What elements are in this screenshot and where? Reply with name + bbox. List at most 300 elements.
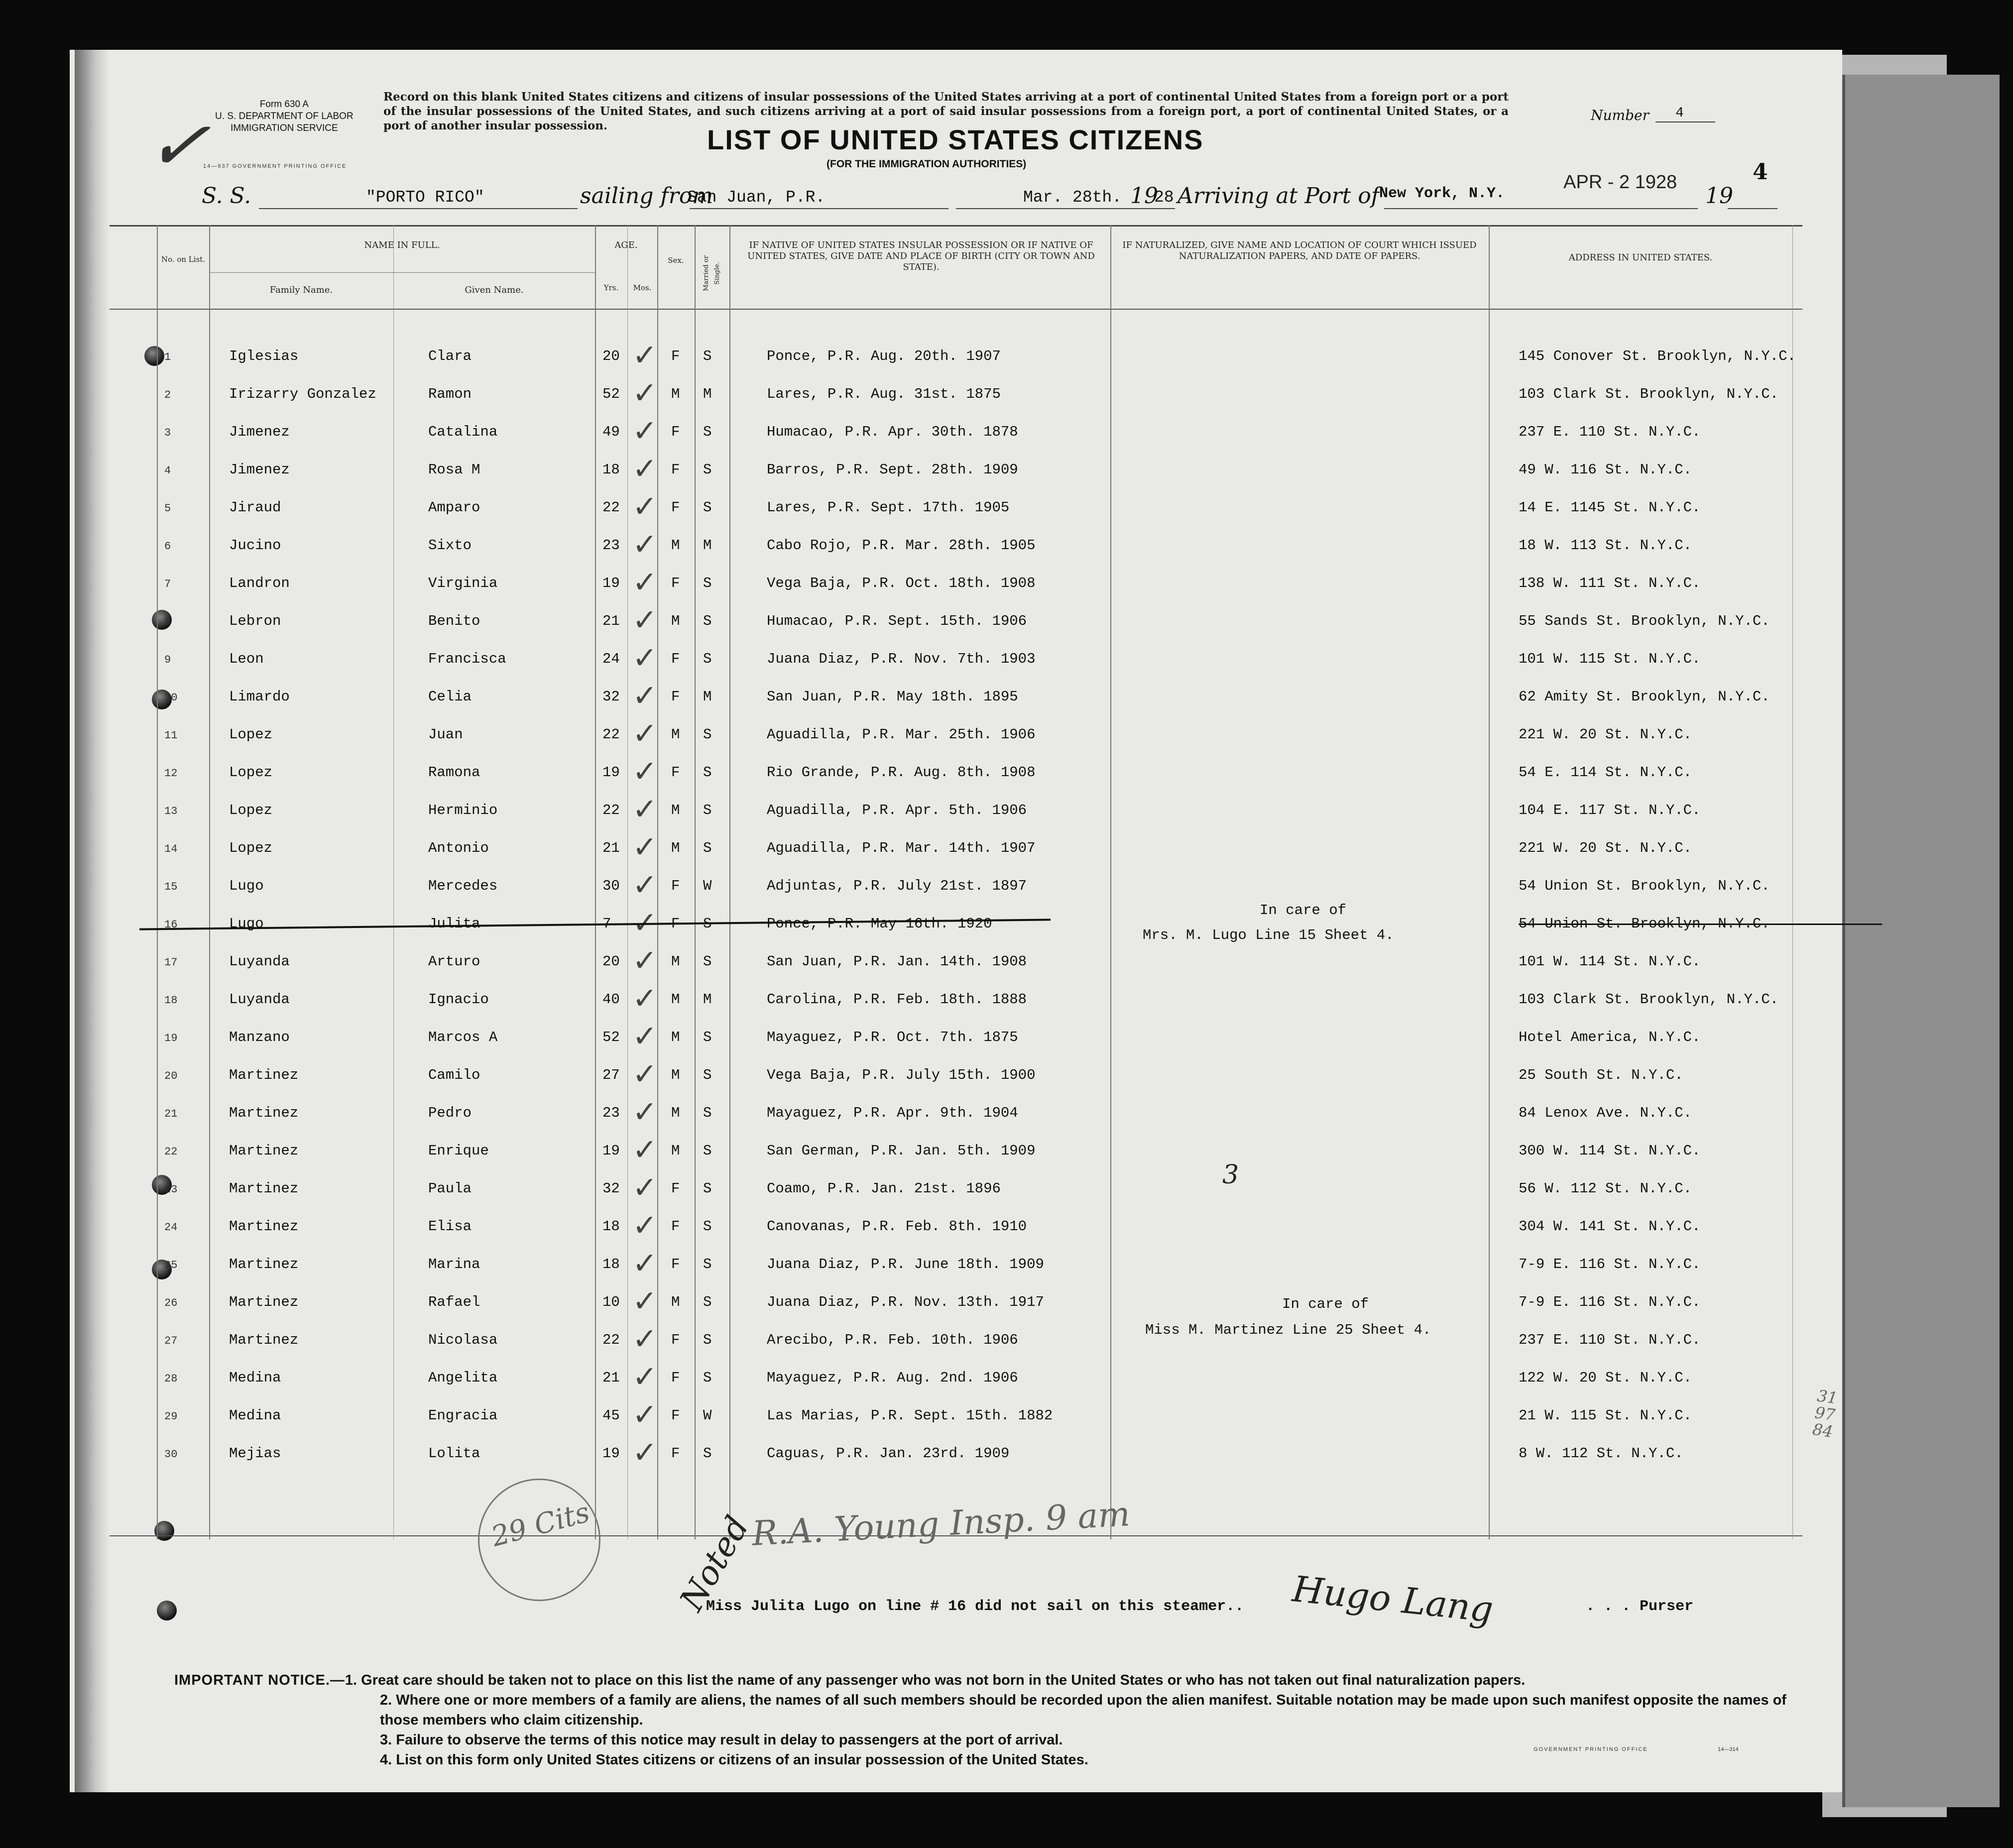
table-row	[110, 1169, 1802, 1207]
form-id-block	[215, 99, 354, 134]
age-years: 19	[602, 1445, 620, 1462]
given-name: Enrique	[428, 1143, 489, 1159]
sex: F	[671, 651, 680, 667]
given-name: Pedro	[428, 1105, 472, 1121]
marital-status: S	[703, 499, 712, 516]
ship-name: "PORTO RICO"	[366, 188, 484, 207]
given-name: Arturo	[428, 953, 480, 970]
us-address: 54 Union St. Brooklyn, N.Y.C.	[1519, 916, 1770, 932]
check-tick: ✓	[632, 376, 658, 411]
table-row	[110, 678, 1802, 715]
notice-text-1: 1. Great care should be taken not to place on this list the name of any passenger who was not born in the United States or who has not taken out final naturalization papers.	[345, 1672, 1526, 1688]
family-name: Martinez	[229, 1143, 299, 1159]
age-years: 23	[602, 1105, 620, 1121]
check-tick: ✓	[632, 414, 658, 449]
table-row	[110, 1094, 1802, 1132]
marital-status: S	[703, 1029, 712, 1045]
check-tick: ✓	[632, 943, 658, 978]
us-address: 103 Clark St. Brooklyn, N.Y.C.	[1519, 386, 1779, 402]
age-years: 52	[602, 1029, 620, 1045]
birth-info: Caguas, P.R. Jan. 23rd. 1909	[767, 1445, 1010, 1462]
family-name: Irizarry Gonzalez	[229, 386, 376, 402]
list-number: 3	[164, 427, 171, 439]
age-years: 22	[602, 499, 620, 516]
purser-signature: Hugo Lang	[1290, 1568, 1495, 1630]
name-subheader-rule	[209, 272, 595, 273]
table-row	[110, 451, 1802, 488]
table-row	[110, 526, 1802, 564]
us-address: 101 W. 114 St. N.Y.C.	[1519, 953, 1701, 970]
list-number: 17	[164, 956, 178, 969]
sex: F	[671, 1180, 680, 1197]
marital-status: S	[703, 462, 712, 478]
family-name: Lopez	[229, 840, 273, 856]
sailing-label: sailing from	[580, 183, 713, 209]
given-name: Ramon	[428, 386, 472, 402]
us-address: 300 W. 114 St. N.Y.C.	[1519, 1143, 1701, 1159]
header-yrs: Yrs.	[603, 283, 619, 292]
table-row	[110, 375, 1802, 413]
given-name: Catalina	[428, 424, 498, 440]
us-address: 304 W. 141 St. N.Y.C.	[1519, 1218, 1701, 1235]
check-tick: ✓	[632, 906, 658, 940]
check-tick: ✓	[632, 1360, 658, 1394]
us-address: 237 E. 110 St. N.Y.C.	[1519, 424, 1701, 440]
header-no-on-list: No. on List.	[161, 255, 206, 264]
marital-status: S	[703, 916, 712, 932]
table-row	[110, 413, 1802, 451]
service-name: IMMIGRATION SERVICE	[230, 123, 338, 133]
us-address: 54 Union St. Brooklyn, N.Y.C.	[1519, 878, 1770, 894]
given-name: Celia	[428, 689, 472, 705]
birth-info: Juana Diaz, P.R. Nov. 7th. 1903	[767, 651, 1036, 667]
marital-status: M	[703, 689, 712, 705]
us-address: 104 E. 117 St. N.Y.C.	[1519, 802, 1701, 818]
table-row	[110, 829, 1802, 867]
table-row	[110, 1434, 1802, 1472]
birth-info: Carolina, P.R. Feb. 18th. 1888	[767, 991, 1027, 1008]
check-tick: ✓	[632, 1397, 658, 1432]
year-prefix: 19	[1130, 183, 1158, 209]
sex: M	[671, 386, 680, 402]
age-years: 21	[602, 1370, 620, 1386]
from-underline	[690, 208, 948, 209]
table-row	[110, 715, 1802, 753]
given-name: Virginia	[428, 575, 498, 591]
us-address: 145 Conover St. Brooklyn, N.Y.C.	[1519, 348, 1796, 364]
list-number: 8	[164, 616, 171, 628]
margin-numbers: 31 97 84	[1811, 1386, 1839, 1441]
check-tick: ✓	[632, 1284, 658, 1319]
age-years: 21	[602, 613, 620, 629]
list-number: 16	[164, 919, 178, 931]
sex: F	[671, 689, 680, 705]
table-row	[110, 905, 1802, 942]
us-address: 221 W. 20 St. N.Y.C.	[1519, 840, 1692, 856]
family-name: Landron	[229, 575, 290, 591]
table-row	[110, 753, 1802, 791]
check-tick: ✓	[632, 1170, 658, 1205]
given-name: Elisa	[428, 1218, 472, 1235]
birth-info: Lares, P.R. Sept. 17th. 1905	[767, 499, 1010, 516]
marital-status: S	[703, 424, 712, 440]
given-name: Engracia	[428, 1407, 498, 1424]
sex: M	[671, 840, 680, 856]
age-years: 30	[602, 878, 620, 894]
care-note-2-line-1: In care of	[1282, 1296, 1369, 1312]
back-sheet-edge	[1842, 75, 2000, 1807]
birth-info: Humacao, P.R. Apr. 30th. 1878	[767, 424, 1018, 440]
list-number: 7	[164, 578, 171, 590]
arriving-label: Arriving at Port of	[1178, 183, 1380, 209]
inspector-signature: R.A. Young Insp. 9 am	[751, 1495, 1131, 1554]
table-row	[110, 337, 1802, 375]
marital-status: S	[703, 726, 712, 743]
header-age: AGE.	[614, 240, 638, 250]
check-tick: ✓	[632, 716, 658, 751]
sex: M	[671, 802, 680, 818]
header-address: ADDRESS IN UNITED STATES.	[1568, 252, 1713, 263]
family-name: Mejias	[229, 1445, 281, 1462]
check-tick: ✓	[632, 452, 658, 486]
table-row	[110, 1283, 1802, 1321]
sex: M	[671, 1067, 680, 1083]
list-number: 12	[164, 767, 178, 780]
gpo-footer: GOVERNMENT PRINTING OFFICE	[1534, 1746, 1648, 1752]
table-row	[110, 1018, 1802, 1056]
birth-info: Mayaguez, P.R. Oct. 7th. 1875	[767, 1029, 1018, 1045]
list-number: 27	[164, 1335, 178, 1347]
given-name: Francisca	[428, 651, 506, 667]
sex: F	[671, 499, 680, 516]
marital-status: S	[703, 1143, 712, 1159]
family-name: Jucino	[229, 537, 281, 554]
sex: F	[671, 1256, 680, 1272]
given-name: Ignacio	[428, 991, 489, 1008]
header-name-in-full: NAME IN FULL.	[364, 240, 440, 250]
given-name: Lolita	[428, 1445, 480, 1462]
department-name: U. S. DEPARTMENT OF LABOR	[215, 111, 354, 121]
age-years: 20	[602, 953, 620, 970]
age-years: 40	[602, 991, 620, 1008]
birth-info: Rio Grande, P.R. Aug. 8th. 1908	[767, 764, 1036, 781]
table-row	[110, 1396, 1802, 1434]
us-address: 101 W. 115 St. N.Y.C.	[1519, 651, 1701, 667]
sex: F	[671, 1370, 680, 1386]
family-name: Iglesias	[229, 348, 299, 364]
strikethrough-address	[1519, 924, 1882, 925]
family-name: Luyanda	[229, 953, 290, 970]
check-tick: ✓	[632, 565, 658, 600]
notice-item-1	[174, 1670, 1797, 1690]
sex: M	[671, 613, 680, 629]
list-number: 14	[164, 843, 178, 855]
age-years: 23	[602, 537, 620, 554]
check-tick: ✓	[632, 830, 658, 865]
age-years: 45	[602, 1407, 620, 1424]
birth-info: Adjuntas, P.R. July 21st. 1897	[767, 878, 1027, 894]
purser-label: . . . Purser	[1586, 1598, 1694, 1615]
list-number: 28	[164, 1373, 178, 1385]
birth-info: Mayaguez, P.R. Aug. 2nd. 1906	[767, 1370, 1018, 1386]
gpo-small-print: 14—937 GOVERNMENT PRINTING OFFICE	[203, 163, 347, 169]
birth-info: San Juan, P.R. May 18th. 1895	[767, 689, 1018, 705]
sailing-year: 28	[1154, 188, 1174, 207]
sex: M	[671, 1294, 680, 1310]
list-number: 2	[164, 389, 171, 401]
age-years: 20	[602, 348, 620, 364]
ship-underline	[259, 208, 578, 209]
marital-status: S	[703, 1067, 712, 1083]
marital-status: W	[703, 878, 712, 894]
sex: F	[671, 462, 680, 478]
us-address: 7-9 E. 116 St. N.Y.C.	[1519, 1256, 1701, 1272]
age-years: 18	[602, 462, 620, 478]
table-row	[110, 867, 1802, 905]
us-address: 18 W. 113 St. N.Y.C.	[1519, 537, 1692, 554]
us-address: 237 E. 110 St. N.Y.C.	[1519, 1332, 1701, 1348]
family-name: Jimenez	[229, 462, 290, 478]
birth-info: San Juan, P.R. Jan. 14th. 1908	[767, 953, 1027, 970]
age-years: 19	[602, 1143, 620, 1159]
noted-signature: Noted	[672, 1509, 757, 1617]
sex: F	[671, 1445, 680, 1462]
us-address: 14 E. 1145 St. N.Y.C.	[1519, 499, 1701, 516]
marital-status: S	[703, 1180, 712, 1197]
list-number: 19	[164, 1032, 178, 1044]
arrival-port: New York, N.Y.	[1379, 185, 1505, 202]
age-years: 49	[602, 424, 620, 440]
intro-text: Record on this blank United States citizens and citizens of insular possessions of the United States arriving at a port of continental United States from a foreign port or a port of the insular possessions of the United States, and such citizens arriving at a port of said insular possessions from a foreign port, a port of continental United States, or a port of another insular possession.	[383, 90, 1509, 132]
handwritten-3: 3	[1222, 1160, 1239, 1190]
given-name: Paula	[428, 1180, 472, 1197]
given-name: Amparo	[428, 499, 480, 516]
table-row	[110, 791, 1802, 829]
family-name: Luyanda	[229, 991, 290, 1008]
us-address: 49 W. 116 St. N.Y.C.	[1519, 462, 1692, 478]
family-name: Martinez	[229, 1105, 299, 1121]
family-name: Manzano	[229, 1029, 290, 1045]
sex: M	[671, 1029, 680, 1045]
sex: F	[671, 1218, 680, 1235]
marital-status: S	[703, 1105, 712, 1121]
check-tick: ✓	[632, 1435, 658, 1470]
family-name: Martinez	[229, 1180, 299, 1197]
table-top-rule	[110, 225, 1802, 227]
family-name: Martinez	[229, 1256, 299, 1272]
family-name: Medina	[229, 1407, 281, 1424]
sex: F	[671, 575, 680, 591]
care-note-1-line-1: In care of	[1260, 902, 1347, 919]
birth-info: Vega Baja, P.R. July 15th. 1900	[767, 1067, 1036, 1083]
family-name: Lopez	[229, 802, 273, 818]
us-address: 221 W. 20 St. N.Y.C.	[1519, 726, 1692, 743]
header-given-name: Given Name.	[465, 285, 524, 295]
list-number: 18	[164, 994, 178, 1007]
sex: F	[671, 1332, 680, 1348]
marital-status: S	[703, 953, 712, 970]
age-years: 18	[602, 1218, 620, 1235]
marital-status: S	[703, 802, 712, 818]
family-name: Lebron	[229, 613, 281, 629]
list-number: 25	[164, 1259, 178, 1271]
table-row	[110, 488, 1802, 526]
marital-status: S	[703, 1332, 712, 1348]
family-name: Jimenez	[229, 424, 290, 440]
age-years: 19	[602, 764, 620, 781]
us-address: 62 Amity St. Brooklyn, N.Y.C.	[1519, 689, 1770, 705]
marital-status: S	[703, 1294, 712, 1310]
given-name: Sixto	[428, 537, 472, 554]
us-address: 25 South St. N.Y.C.	[1519, 1067, 1683, 1083]
notice-text-3: 3. Failure to observe the terms of this notice may result in delay to passengers at the port of arrival.	[380, 1732, 1063, 1748]
check-tick: ✓	[632, 754, 658, 789]
marital-status: S	[703, 575, 712, 591]
year-underline	[1728, 208, 1777, 209]
from-port: San Juan, P.R.	[687, 188, 826, 207]
check-tick: ✓	[632, 338, 658, 373]
age-years: 32	[602, 689, 620, 705]
sailing-date: Mar. 28th.	[1023, 188, 1122, 207]
family-name: Lopez	[229, 726, 273, 743]
us-address: Hotel America, N.Y.C.	[1519, 1029, 1701, 1045]
birth-info: Aguadilla, P.R. Mar. 25th. 1906	[767, 726, 1036, 743]
list-number: 1	[164, 351, 171, 363]
family-name: Lopez	[229, 764, 273, 781]
given-name: Benito	[428, 613, 480, 629]
sex: M	[671, 1143, 680, 1159]
header-naturalized: IF NATURALIZED, GIVE NAME AND LOCATION OF COURT WHICH ISSUED NATURALIZATION PAPERS, AND DATE OF PAPERS.	[1122, 240, 1477, 261]
arrival-date-stamp: APR - 2 1928	[1563, 172, 1677, 193]
family-name: Martinez	[229, 1332, 299, 1348]
table-row	[110, 564, 1802, 602]
notice-text-4: 4. List on this form only United States citizens or citizens of an insular possession of the United States.	[380, 1752, 1088, 1768]
marital-status: M	[703, 386, 712, 402]
list-number: 24	[164, 1221, 178, 1234]
marital-status: M	[703, 537, 712, 554]
list-number: 9	[164, 654, 171, 666]
check-tick: ✓	[632, 1019, 658, 1054]
important-notice	[174, 1670, 1797, 1770]
page-subtitle: (FOR THE IMMIGRATION AUTHORITIES)	[827, 158, 1027, 170]
birth-info: Cabo Rojo, P.R. Mar. 28th. 1905	[767, 537, 1036, 554]
number-value: 4	[1675, 106, 1684, 121]
notice-item-2	[174, 1690, 1797, 1730]
age-years: 24	[602, 651, 620, 667]
list-number: 4	[164, 464, 171, 477]
given-name: Ramona	[428, 764, 480, 781]
list-number: 6	[164, 540, 171, 553]
birth-info: Arecibo, P.R. Feb. 10th. 1906	[767, 1332, 1018, 1348]
arrival-underline	[1384, 208, 1698, 209]
page-title: LIST OF UNITED STATES CITIZENS	[707, 124, 1204, 155]
given-name: Julita	[428, 916, 480, 932]
age-years: 18	[602, 1256, 620, 1272]
list-number: 13	[164, 805, 178, 817]
check-tick: ✓	[632, 1208, 658, 1243]
header-family-name: Family Name.	[269, 285, 333, 295]
list-number: 5	[164, 502, 171, 515]
marital-status: S	[703, 348, 712, 364]
sex: F	[671, 764, 680, 781]
marital-status: S	[703, 1218, 712, 1235]
sex: F	[671, 916, 680, 932]
birth-info: Coamo, P.R. Jan. 21st. 1896	[767, 1180, 1001, 1197]
marital-status: M	[703, 991, 712, 1008]
check-tick: ✓	[632, 641, 658, 676]
check-tick: ✓	[632, 792, 658, 827]
family-name: Medina	[229, 1370, 281, 1386]
us-address: 54 E. 114 St. N.Y.C.	[1519, 764, 1692, 781]
us-address: 103 Clark St. Brooklyn, N.Y.C.	[1519, 991, 1779, 1008]
age-years: 52	[602, 386, 620, 402]
care-note-2-line-2: Miss M. Martinez Line 25 Sheet 4.	[1145, 1322, 1431, 1338]
table-row	[110, 602, 1802, 640]
age-years: 22	[602, 1332, 620, 1348]
check-mark: ✓	[142, 99, 214, 192]
us-address: 7-9 E. 116 St. N.Y.C.	[1519, 1294, 1701, 1310]
table-row	[110, 640, 1802, 678]
form-number: Form 630 A	[259, 99, 309, 110]
birth-info: Canovanas, P.R. Feb. 8th. 1910	[767, 1218, 1027, 1235]
age-years: 27	[602, 1067, 620, 1083]
list-number: 26	[164, 1297, 178, 1309]
age-years: 21	[602, 840, 620, 856]
check-tick: ✓	[632, 527, 658, 562]
header-mos: Mos.	[633, 283, 652, 292]
family-name: Limardo	[229, 689, 290, 705]
notice-lead: IMPORTANT NOTICE.—	[174, 1672, 345, 1688]
birth-info: San German, P.R. Jan. 5th. 1909	[767, 1143, 1036, 1159]
birth-info: Vega Baja, P.R. Oct. 18th. 1908	[767, 575, 1036, 591]
birth-info: Lares, P.R. Aug. 31st. 1875	[767, 386, 1001, 402]
header-birth: IF NATIVE OF UNITED STATES INSULAR POSSESSION OR IF NATIVE OF UNITED STATES, GIVE DATE AND PLACE OF BIRTH (CITY OR TOWN AND STATE).	[747, 240, 1095, 272]
sex: M	[671, 953, 680, 970]
us-address: 84 Lenox Ave. N.Y.C.	[1519, 1105, 1692, 1121]
us-address: 122 W. 20 St. N.Y.C.	[1519, 1370, 1692, 1386]
binding-spine	[75, 50, 110, 1792]
marital-status: W	[703, 1407, 712, 1424]
list-number: 22	[164, 1146, 178, 1158]
given-name: Herminio	[428, 802, 498, 818]
marital-status: S	[703, 651, 712, 667]
birth-info: Aguadilla, P.R. Mar. 14th. 1907	[767, 840, 1036, 856]
list-number: 11	[164, 729, 178, 742]
check-tick: ✓	[632, 868, 658, 903]
age-years: 10	[602, 1294, 620, 1310]
birth-info: Aguadilla, P.R. Apr. 5th. 1906	[767, 802, 1027, 818]
sex: F	[671, 1407, 680, 1424]
sex: F	[671, 348, 680, 364]
marital-status: S	[703, 613, 712, 629]
birth-info: Juana Diaz, P.R. June 18th. 1909	[767, 1256, 1044, 1272]
family-name: Leon	[229, 651, 264, 667]
us-address: 56 W. 112 St. N.Y.C.	[1519, 1180, 1692, 1197]
purser-statement: Miss Julita Lugo on line # 16 did not sail on this steamer..	[706, 1598, 1244, 1615]
given-name: Juan	[428, 726, 463, 743]
check-tick: ✓	[632, 981, 658, 1016]
given-name: Mercedes	[428, 878, 498, 894]
given-name: Antonio	[428, 840, 489, 856]
sex: M	[671, 537, 680, 554]
table-row	[110, 1359, 1802, 1396]
check-tick: ✓	[632, 1133, 658, 1167]
check-tick: ✓	[632, 603, 658, 638]
list-number: 30	[164, 1448, 178, 1461]
birth-info: Humacao, P.R. Sept. 15th. 1906	[767, 613, 1027, 629]
year-prefix-2: 19	[1705, 183, 1733, 209]
header-sex: Sex.	[668, 256, 684, 265]
